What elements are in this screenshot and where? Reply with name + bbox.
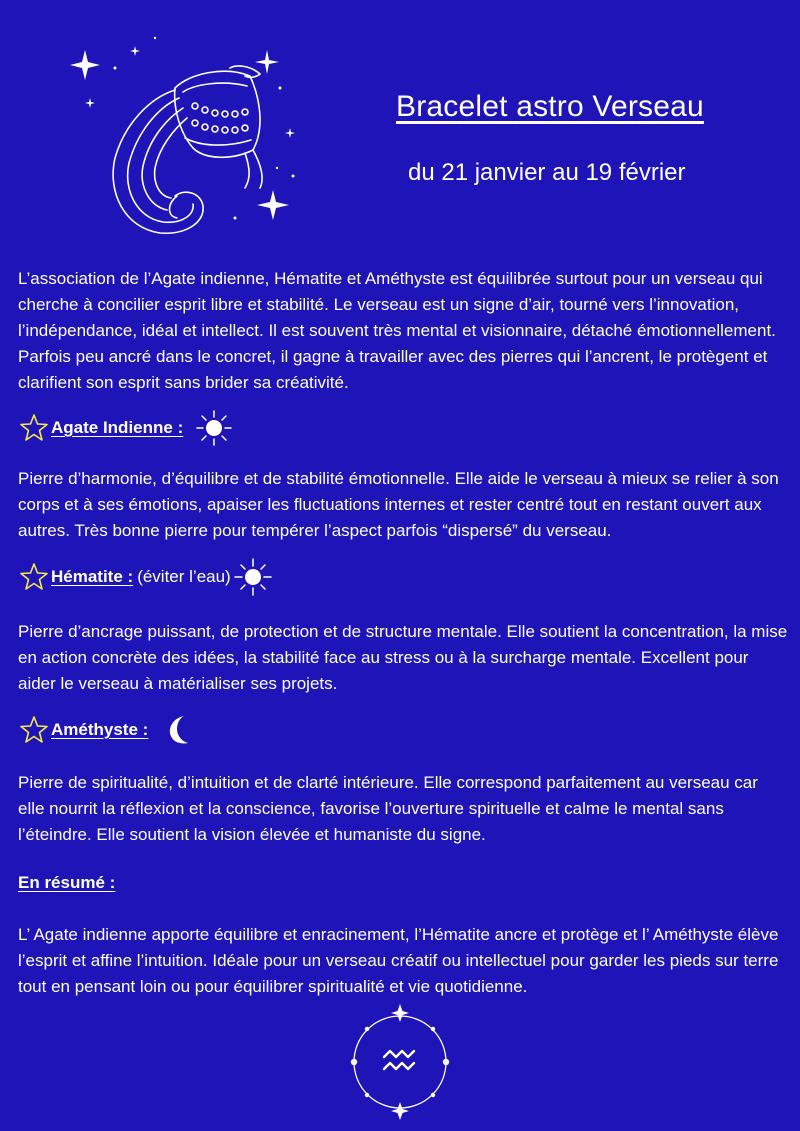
star-outline-icon	[18, 714, 50, 746]
stone-name: Agate Indienne :	[51, 418, 184, 437]
stone-name: Hématite :	[51, 567, 134, 586]
aquarius-zodiac-symbol-icon	[346, 1000, 454, 1122]
stone-heading-hematite	[18, 557, 273, 597]
summary-paragraph: L’ Agate indienne apporte équilibre et enracinement, l’Hématite ancre et protège et l’ Améthyste élève l’esprit et affine l’intuition. Idéale pour un verseau créatif ou intellectuel pour garder les pieds sur terre tout en pensant loin ou pour équilibrer spiritualité et vie quotidienne.	[18, 925, 779, 996]
stone-note: (éviter l’eau)	[137, 567, 231, 586]
star-outline-icon	[18, 561, 50, 593]
stone-description-amethyst: Pierre de spiritualité, d’intuition et de clarté intérieure. Elle correspond parfaitement au verseau car elle nourrit la réflexion et la conscience, favorise l’ouverture spirituelle et calme le mental sans l’éteindre. Elle soutient la vision élevée et humaniste du signe.	[18, 773, 758, 844]
stone-name: Améthyste :	[51, 720, 149, 739]
intro-paragraph: L’association de l’Agate indienne, Hématite et Améthyste est équilibrée surtout pour un verseau qui cherche à concilier esprit libre et stabilité. Le verseau est un signe d’air, tourné vers l’innovation, l’indépendance, idéal et intellect. Il est souvent très mental et visionnaire, détaché émotionnellement. Parfois peu ancré dans le concret, il gagne à travailler avec des pierres qui l’ancrent, le protègent et clarifient son esprit sans brider sa créativité.	[18, 269, 776, 392]
stone-description-agate: Pierre d’harmonie, d’équilibre et de stabilité émotionnelle. Elle aide le verseau à mieux se relier à son corps et à ses émotions, apaiser les fluctuations internes et rester centré tout en restant ouvert aux autres. Très bonne pierre pour tempérer l’aspect parfois “dispersé” du verseau.	[18, 469, 779, 540]
page-title: Bracelet astro Verseau	[396, 90, 704, 123]
stone-heading-agate	[18, 408, 233, 448]
aquarius-water-bearer-icon	[55, 28, 305, 258]
stone-description-hematite: Pierre d’ancrage puissant, de protection et de structure mentale. Elle soutient la concentration, la mise en action concrète des idées, la stabilité face au stress ou à la surcharge mentale. Excellent pour aider le verseau à matérialiser ses projets.	[18, 622, 788, 693]
sun-icon	[195, 409, 233, 447]
sun-icon	[233, 557, 273, 597]
moon-icon	[162, 713, 194, 747]
summary-title: En résumé :	[18, 873, 116, 892]
date-range: du 21 janvier au 19 février	[408, 159, 686, 186]
star-outline-icon	[18, 412, 50, 444]
stone-heading-amethyst	[18, 710, 194, 750]
